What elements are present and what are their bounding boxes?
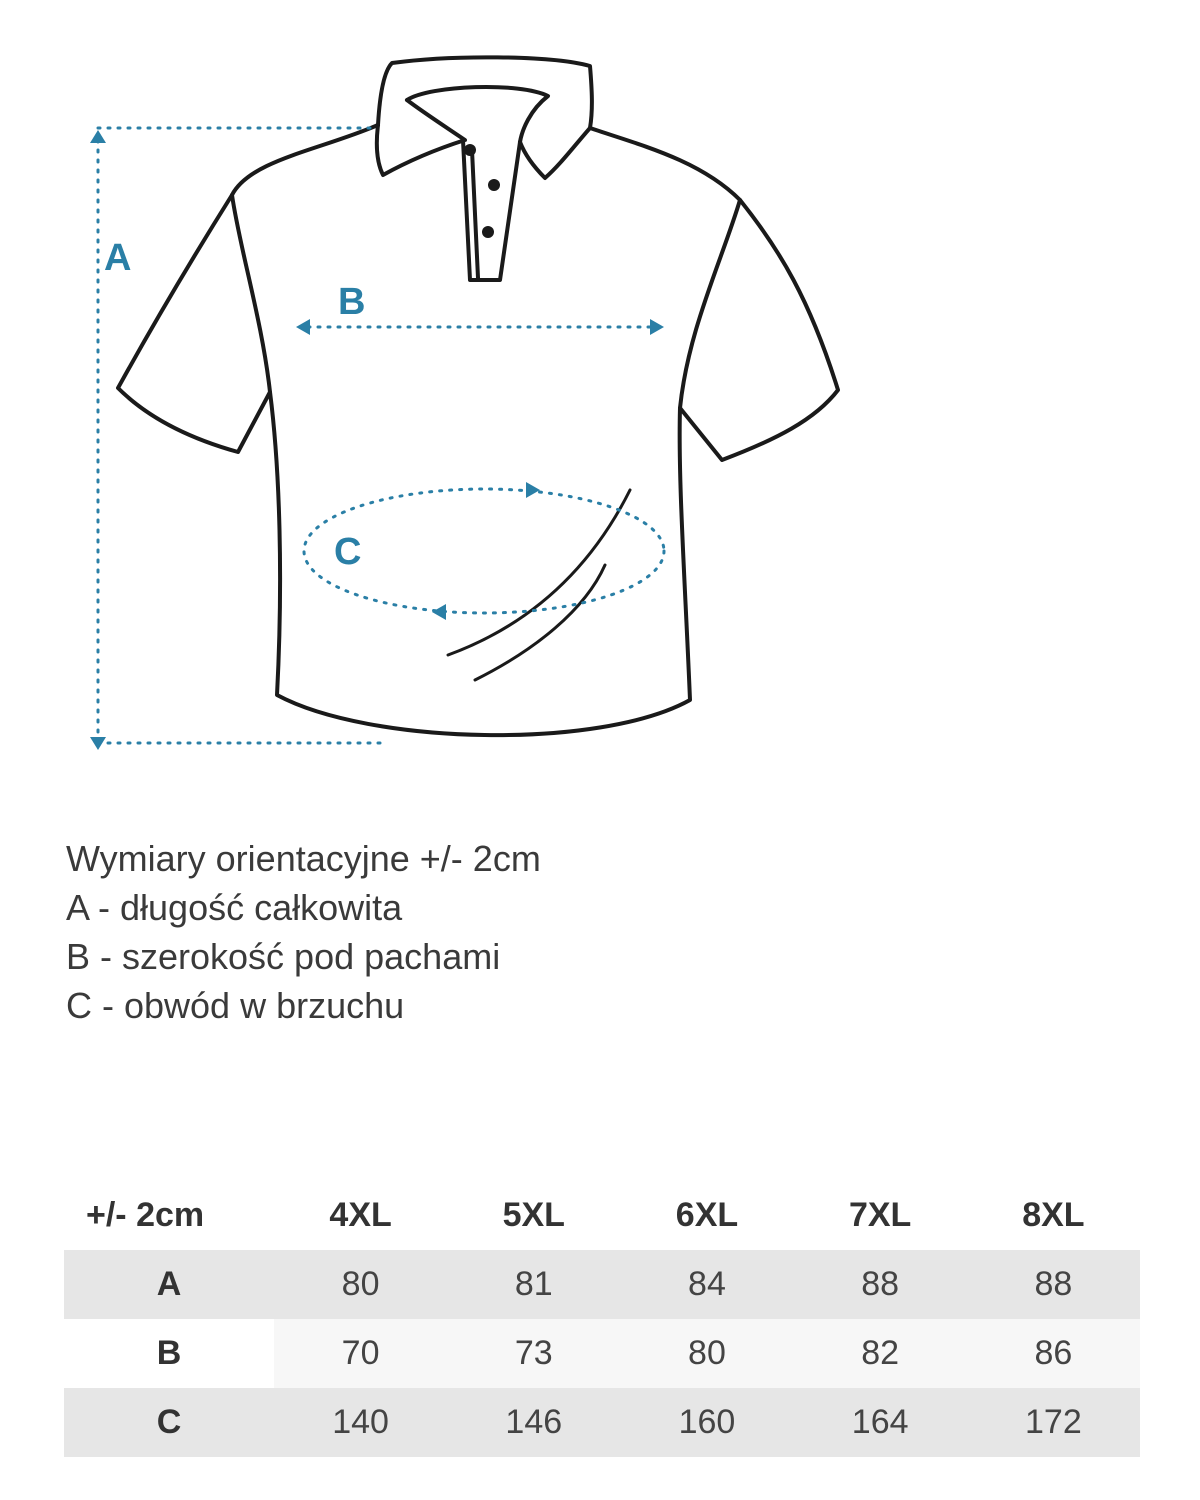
arrow-left-icon [296, 319, 310, 335]
arrow-right-icon [526, 482, 540, 498]
polo-shirt-outline [118, 57, 838, 735]
arrow-down-icon [90, 737, 106, 750]
measure-b-label: B [338, 281, 366, 323]
table-cell: 82 [794, 1319, 967, 1388]
table-row [64, 1388, 1140, 1457]
measure-a [90, 128, 388, 750]
arrow-right-icon [650, 319, 664, 335]
size-table-header [64, 1180, 1140, 1250]
button-dot [464, 144, 476, 156]
button-dot [482, 226, 494, 238]
button-dot [488, 179, 500, 191]
measure-c-label: C [334, 531, 362, 573]
table-cell: 80 [274, 1250, 447, 1319]
table-corner-label: +/- 2cm [86, 1195, 205, 1234]
size-header: 4XL [329, 1195, 392, 1234]
table-cell: 80 [620, 1319, 793, 1388]
table-cell: 73 [447, 1319, 620, 1388]
size-table [64, 1180, 1140, 1457]
table-cell: 140 [274, 1388, 447, 1457]
measure-c [304, 482, 664, 620]
legend [66, 834, 541, 1030]
table-cell: 81 [447, 1250, 620, 1319]
table-cell: 164 [794, 1388, 967, 1457]
row-label: A [64, 1250, 274, 1319]
table-cell: 86 [967, 1319, 1140, 1388]
table-row [64, 1250, 1140, 1319]
placket-buttons [464, 144, 500, 238]
row-label: C [64, 1388, 274, 1457]
table-cell: 88 [794, 1250, 967, 1319]
measure-a-label: A [104, 237, 132, 279]
size-header: 6XL [675, 1195, 739, 1234]
size-header: 8XL [1022, 1195, 1085, 1234]
table-cell: 88 [967, 1250, 1140, 1319]
row-label: B [64, 1319, 274, 1388]
table-cell: 172 [967, 1388, 1140, 1457]
legend-a: A - długość całkowita [66, 887, 403, 928]
legend-b: B - szerokość pod pachami [66, 936, 501, 977]
table-cell: 70 [274, 1319, 447, 1388]
table-row [64, 1319, 1140, 1388]
size-header: 7XL [848, 1195, 912, 1234]
measure-b [296, 281, 664, 335]
arrow-left-icon [432, 604, 446, 620]
table-cell: 160 [620, 1388, 793, 1457]
table-cell: 84 [620, 1250, 793, 1319]
legend-c: C - obwód w brzuchu [66, 985, 405, 1026]
table-cell: 146 [447, 1388, 620, 1457]
legend-note: Wymiary orientacyjne +/- 2cm [66, 838, 541, 879]
arrow-up-icon [90, 130, 106, 143]
size-header: 5XL [502, 1195, 565, 1234]
